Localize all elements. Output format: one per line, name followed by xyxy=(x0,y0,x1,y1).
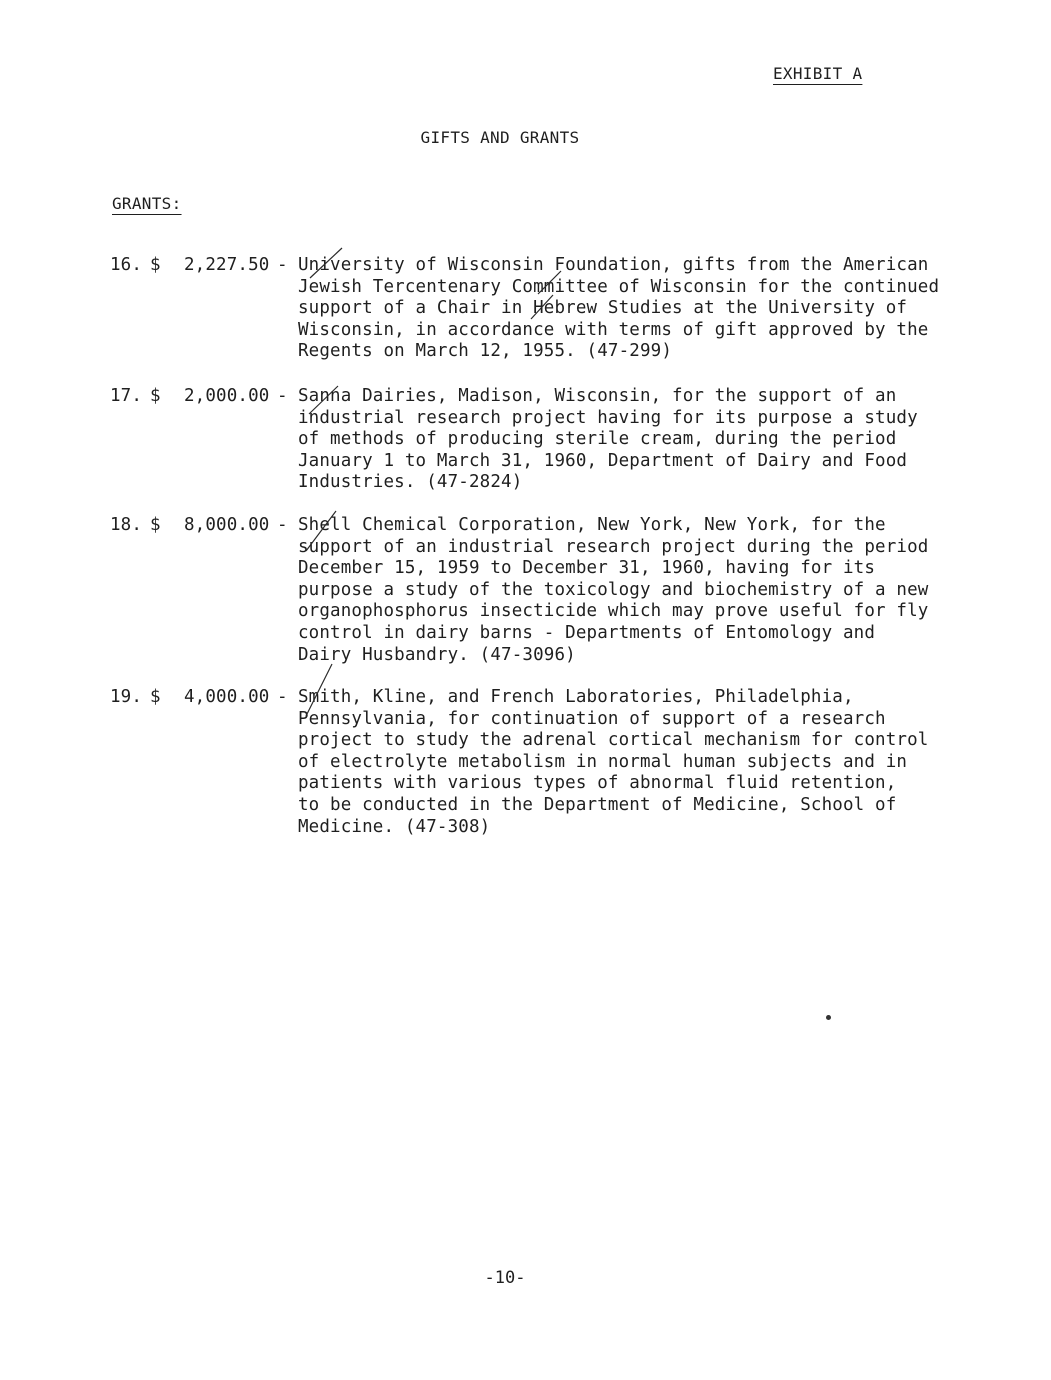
grant-description: Smith, Kline, and French Laboratories, Philadelphia, Pennsylvania, for continuation of support of a research project to study the adrenal cortical mechanism for control of electrolyte metabolism in normal human subjects and in patients with various types of abnormal fluid retention, to be conducted in the Department of Medicine, School of Medicine. (47-308) xyxy=(298,687,929,837)
grant-description: Shell Chemical Corporation, New York, New York, for the support of an industrial research project during the period December 15, 1959 to December 31, 1960, having for its purpose a study of the toxicology and biochemistry of a new organophosphorus insecticide which may prove useful for fly control in dairy barns - Departments of Entomology and Dairy Husbandry. (47-3096) xyxy=(298,515,929,665)
currency-symbol: $ xyxy=(150,515,161,535)
check-mark-icon xyxy=(302,505,342,555)
grant-number: 17. xyxy=(110,386,143,406)
page-title: GIFTS AND GRANTS xyxy=(420,128,580,147)
grant-description: University of Wisconsin Foundation, gifts from the American Jewish Tercentenary Committee of Wisconsin for the continued support of a Chair in Hebrew Studies at the University of Wisconsin, in accordance with terms of gift approved by the Regents on March 12, 1955. (47-299) xyxy=(298,255,940,362)
separator-dash: - xyxy=(277,687,288,707)
check-mark-icon xyxy=(306,382,342,418)
grant-number: 16. xyxy=(110,255,143,275)
page-number: -10- xyxy=(484,1268,526,1288)
separator-dash: - xyxy=(277,255,288,275)
currency-symbol: $ xyxy=(150,687,161,707)
grant-amount: 2,000.00 xyxy=(184,386,270,406)
grant-amount: 4,000.00 xyxy=(184,687,270,707)
grant-description: Sanna Dairies, Madison, Wisconsin, for the support of an industrial research project having for its purpose a study of methods of producing sterile cream, during the period January 1 to March 31, 1960, Department of Dairy and Food Industries. (47-2824) xyxy=(298,386,918,493)
check-mark-icon xyxy=(308,244,348,284)
separator-dash: - xyxy=(277,386,288,406)
section-label-grants: GRANTS: xyxy=(112,194,182,213)
grant-number: 18. xyxy=(110,515,143,535)
separator-dash: - xyxy=(277,515,288,535)
check-mark-icon xyxy=(302,660,338,720)
grant-number: 19. xyxy=(110,687,143,707)
currency-symbol: $ xyxy=(150,386,161,406)
currency-symbol: $ xyxy=(150,255,161,275)
exhibit-label: EXHIBIT A xyxy=(773,64,863,83)
grant-amount: 2,227.50 xyxy=(184,255,270,275)
grant-amount: 8,000.00 xyxy=(184,515,270,535)
check-mark-icon xyxy=(528,292,556,322)
ink-speck xyxy=(826,1015,831,1020)
